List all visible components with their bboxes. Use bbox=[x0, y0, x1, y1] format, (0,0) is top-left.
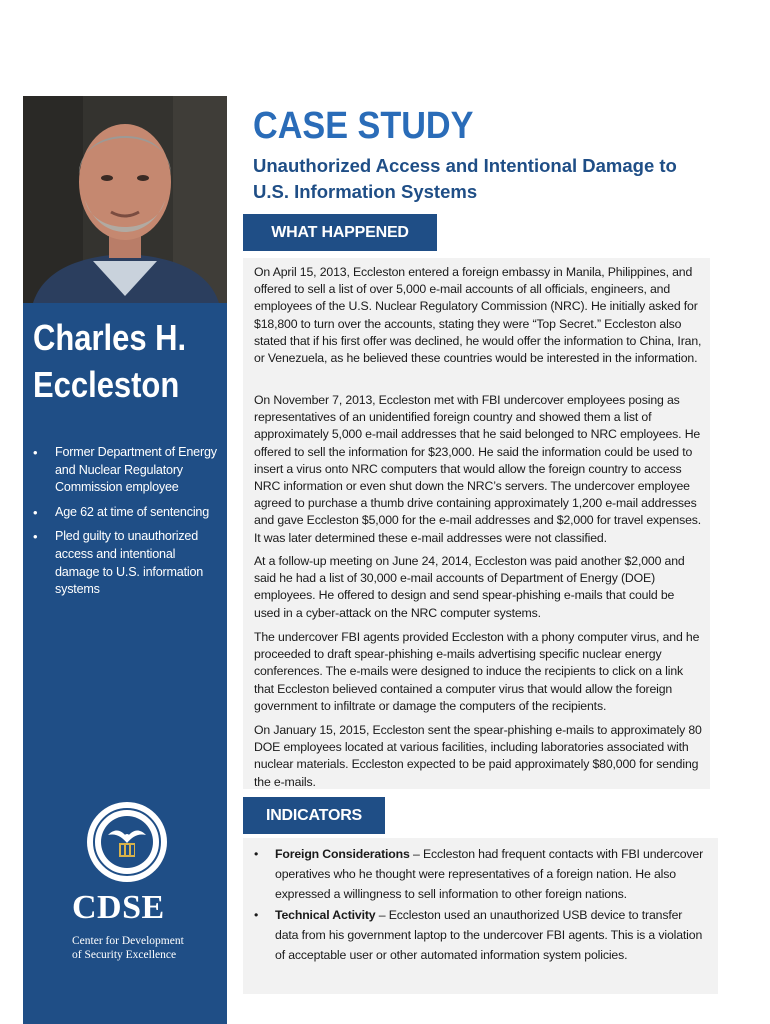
paragraph-june-2014: At a follow-up meeting on June 24, 2014, Eccleston was paid another $2,000 and said he had a list of 30,000 e-mail accounts of Department of Energy (DOE) employees. He offered to design and send spear-phishing e-mails that could be used in a cyber-attack on the NRC computer systems. bbox=[254, 554, 685, 620]
dss-seal-icon bbox=[86, 801, 168, 883]
paragraph-november-2013: On November 7, 2013, Eccleston met with FBI undercover employees posing as representatives of an unidentified foreign country and showed them a list of approximately 5,000 e-mail addresses that he said belonged to NRC employees. He offered to sell the information for $23,000. He said the information could be used to insert a virus onto NRC computers that would allow the foreign country to access NRC information or even shut down the NRC’s servers. The undercover employee agreed to purchase a thumb drive containing approximately 1,200 e-mail addresses and gave Eccleston $5,000 for the e-mail addresses and $2,000 for travel expenses. It was later determined these e-mail addresses were not classified. bbox=[254, 393, 702, 545]
indicator-text: – Eccleston had frequent contacts with FBI undercover operatives who he thought were representatives of a foreign nation. He also expressed a willingness to sell information to other foreign nations. bbox=[275, 847, 704, 902]
cdse-logo-subtitle bbox=[72, 934, 222, 962]
subject-name-last: Eccleston bbox=[33, 364, 180, 405]
portrait-illustration bbox=[23, 96, 227, 303]
paragraph-april-2013: On April 15, 2013, Eccleston entered a foreign embassy in Manila, Philippines, and offered to sell a list of over 5,000 e-mail accounts of all officials, engineers, and employees of the U.S. Nuclear Regulatory Commission (NRC). He initially asked for $18,800 to turn over the accounts, stating they were “Top Secret.” Eccleston also stated that if his first offer was declined, he would offer the information to China, Iran, or Venezuela, as he believed these countries would be interested in the information. bbox=[254, 265, 702, 366]
what-happened-heading: WHAT HAPPENED bbox=[243, 214, 437, 251]
indicator-text: – Eccleston used an unauthorized USB device to transfer data from his government laptop to the undercover FBI agents. This is a violation of acceptable user or other automated information system policies. bbox=[275, 907, 703, 963]
fact-item: • Age 62 at time of sentencing bbox=[33, 504, 219, 522]
subject-name bbox=[33, 314, 196, 408]
cdse-sub-line2: of Security Excellence bbox=[72, 949, 177, 961]
paragraph-phony-virus: The undercover FBI agents provided Eccleston with a phony computer virus, and he proceeded to draft spear-phishing e-mails advertising specific nuclear energy conferences. The e-mails were designed to induce the recipients to click on a link that Eccleston believed contained a computer virus that would allow the foreign government to infiltrate or damage the computers of the recipients. bbox=[254, 630, 700, 713]
indicators-list bbox=[254, 844, 704, 965]
subject-name-first: Charles H. bbox=[33, 317, 187, 358]
cdse-sub-line1: Center for Development bbox=[72, 935, 184, 947]
indicator-term: Technical Activity bbox=[275, 907, 376, 922]
indicator-item bbox=[254, 844, 704, 905]
indicator-term: Foreign Considerations bbox=[275, 847, 410, 861]
indicator-item bbox=[254, 905, 704, 966]
paragraph-january-2015: On January 15, 2015, Eccleston sent the spear-phishing e-mails to approximately 80 DOE employees located at various facilities, including laboratories associated with nuclear materials. Eccleston expected to be paid approximately $80,000 for sending the e-mails. bbox=[254, 723, 702, 789]
portrait-photo bbox=[23, 96, 227, 303]
page-title: CASE STUDY bbox=[253, 105, 474, 147]
subject-facts-list bbox=[33, 444, 219, 606]
cdse-logo: CDSE bbox=[72, 889, 165, 926]
indicators-heading: INDICATORS bbox=[243, 797, 385, 834]
fact-item: • Former Department of Energy and Nuclear Regulatory Commission employee bbox=[33, 444, 219, 497]
page-subtitle: Unauthorized Access and Intentional Damage to U.S. Information Systems bbox=[253, 155, 677, 202]
fact-item: • Pled guilty to unauthorized access and intentional damage to U.S. information systems bbox=[33, 528, 219, 598]
